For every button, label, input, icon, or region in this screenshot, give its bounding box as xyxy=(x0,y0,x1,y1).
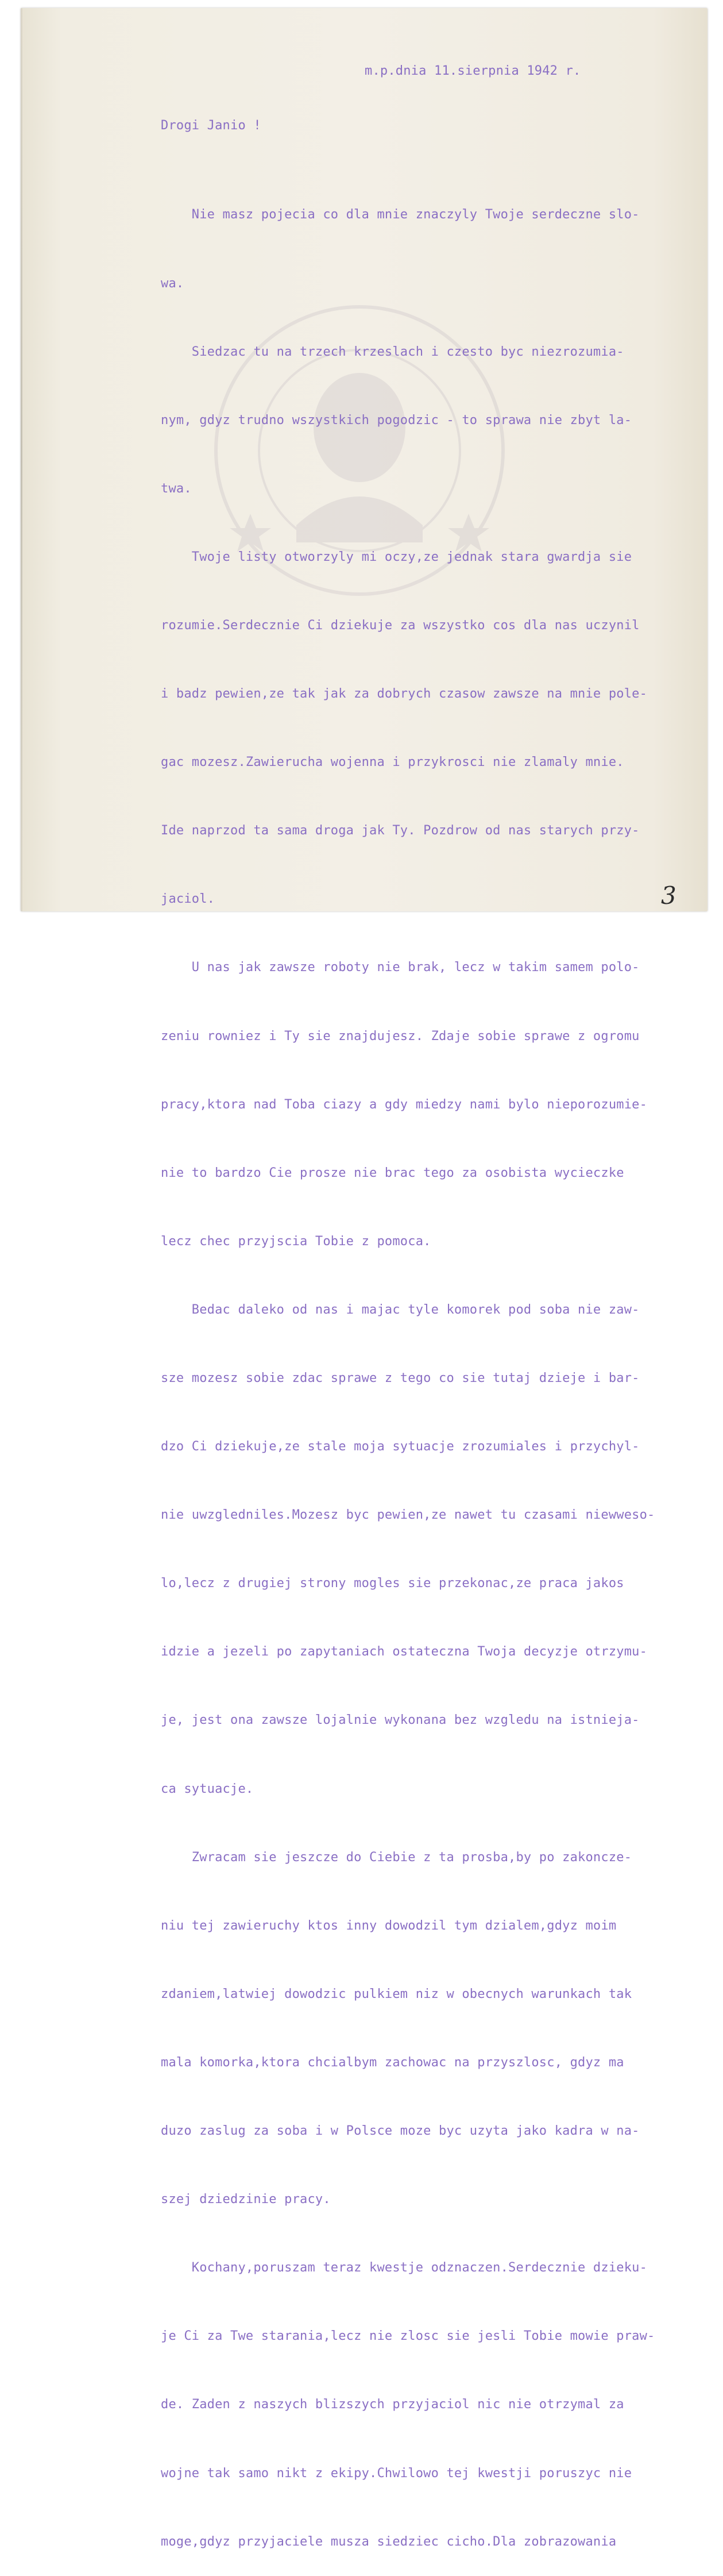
body-line: nym, gdyz trudno wszystkich pogodzic - to sprawa nie zbyt la- xyxy=(161,413,632,428)
body-line: lo,lecz z drugiej strony mogles sie przekonac,ze praca jakos xyxy=(161,1576,624,1591)
body-line: nie to bardzo Cie prosze nie brac tego za osobista wycieczke xyxy=(161,1165,624,1180)
body-line: wojne tak samo nikt z ekipy.Chwilowo tej kwestji poruszyc nie xyxy=(161,2466,632,2481)
body-line: Siedzac tu na trzech krzeslach i czesto byc niezrozumia- xyxy=(161,344,624,359)
body-line: mala komorka,ktora chcialbym zachowac na przyszlosc, gdyz ma xyxy=(161,2055,624,2070)
body-line: moge,gdyz przyjaciele musza siedziec cicho.Dla zobrazowania xyxy=(161,2534,617,2549)
body-line: pracy,ktora nad Toba ciazy a gdy miedzy nami bylo nieporozumie- xyxy=(161,1097,648,1112)
body-line: Zwracam sie jeszcze do Ciebie z ta prosba,by po zakoncze- xyxy=(161,1850,632,1865)
body-line: wa. xyxy=(161,276,184,291)
body-line: Bedac daleko od nas i majac tyle komorek pod soba nie zaw- xyxy=(161,1302,640,1317)
body-line: Nie masz pojecia co dla mnie znaczyly Twoje serdeczne slo- xyxy=(161,207,640,222)
body-line: dzo Ci dziekuje,ze stale moja sytuacje zrozumiales i przychyl- xyxy=(161,1439,640,1454)
body-line: zdaniem,latwiej dowodzic pulkiem niz w obecnych warunkach tak xyxy=(161,1986,632,2001)
body-line: je, jest ona zawsze lojalnie wykonana bez wzgledu na istnieja- xyxy=(161,1713,640,1728)
body-line: szej dziedzinie pracy. xyxy=(161,2192,331,2207)
handwritten-page-number: 3 xyxy=(661,881,676,910)
paper-edge-shadow xyxy=(21,8,22,911)
body-line: rozumie.Serdecznie Ci dziekuje za wszystko cos dla nas uczynil xyxy=(161,618,640,633)
body-line: jaciol. xyxy=(161,892,215,907)
body-line: Kochany,poruszam teraz kwestje odznaczen.Serdecznie dzieku- xyxy=(161,2261,648,2275)
body-line: lecz chec przyjscia Tobie z pomoca. xyxy=(161,1234,431,1249)
body-line: duzo zaslug za soba i w Polsce moze byc uzyta jako kadra w na- xyxy=(161,2124,640,2139)
body-line: gac mozesz.Zawierucha wojenna i przykrosci nie zlamaly mnie. xyxy=(161,755,624,770)
body-line: nie uwzgledniles.Mozesz byc pewien,ze nawet tu czasami niewweso- xyxy=(161,1508,655,1523)
body-line: je Ci za Twe starania,lecz nie zlosc sie jesli Tobie mowie praw- xyxy=(161,2329,655,2344)
body-line: Twoje listy otworzyly mi oczy,ze jednak stara gwardja sie xyxy=(161,549,632,564)
body-line: idzie a jezeli po zapytaniach ostateczna Twoja decyzje otrzymu- xyxy=(161,1645,648,1659)
body-line: ca sytuacje. xyxy=(161,1781,254,1796)
body-line: de. Zaden z naszych blizszych przyjaciol nic nie otrzymal za xyxy=(161,2397,624,2412)
body-line: zeniu rowniez i Ty sie znajdujesz. Zdaje sobie sprawe z ogromu xyxy=(161,1029,640,1044)
letter-date: m.p.dnia 11.sierpnia 1942 r. xyxy=(365,64,581,78)
body-line: twa. xyxy=(161,481,192,496)
letter-body xyxy=(161,158,655,2576)
letter-salutation: Drogi Janio ! xyxy=(161,118,261,133)
body-line: Ide naprzod ta sama droga jak Ty. Pozdrow od nas starych przy- xyxy=(161,823,640,838)
body-line: U nas jak zawsze roboty nie brak, lecz w takim samem polo- xyxy=(161,960,640,975)
body-line: i badz pewien,ze tak jak za dobrych czasow zawsze na mnie pole- xyxy=(161,687,648,702)
body-line: niu tej zawieruchy ktos inny dowodzil tym dzialem,gdyz moim xyxy=(161,1918,617,1933)
body-line: sze mozesz sobie zdac sprawe z tego co sie tutaj dzieje i bar- xyxy=(161,1371,640,1385)
